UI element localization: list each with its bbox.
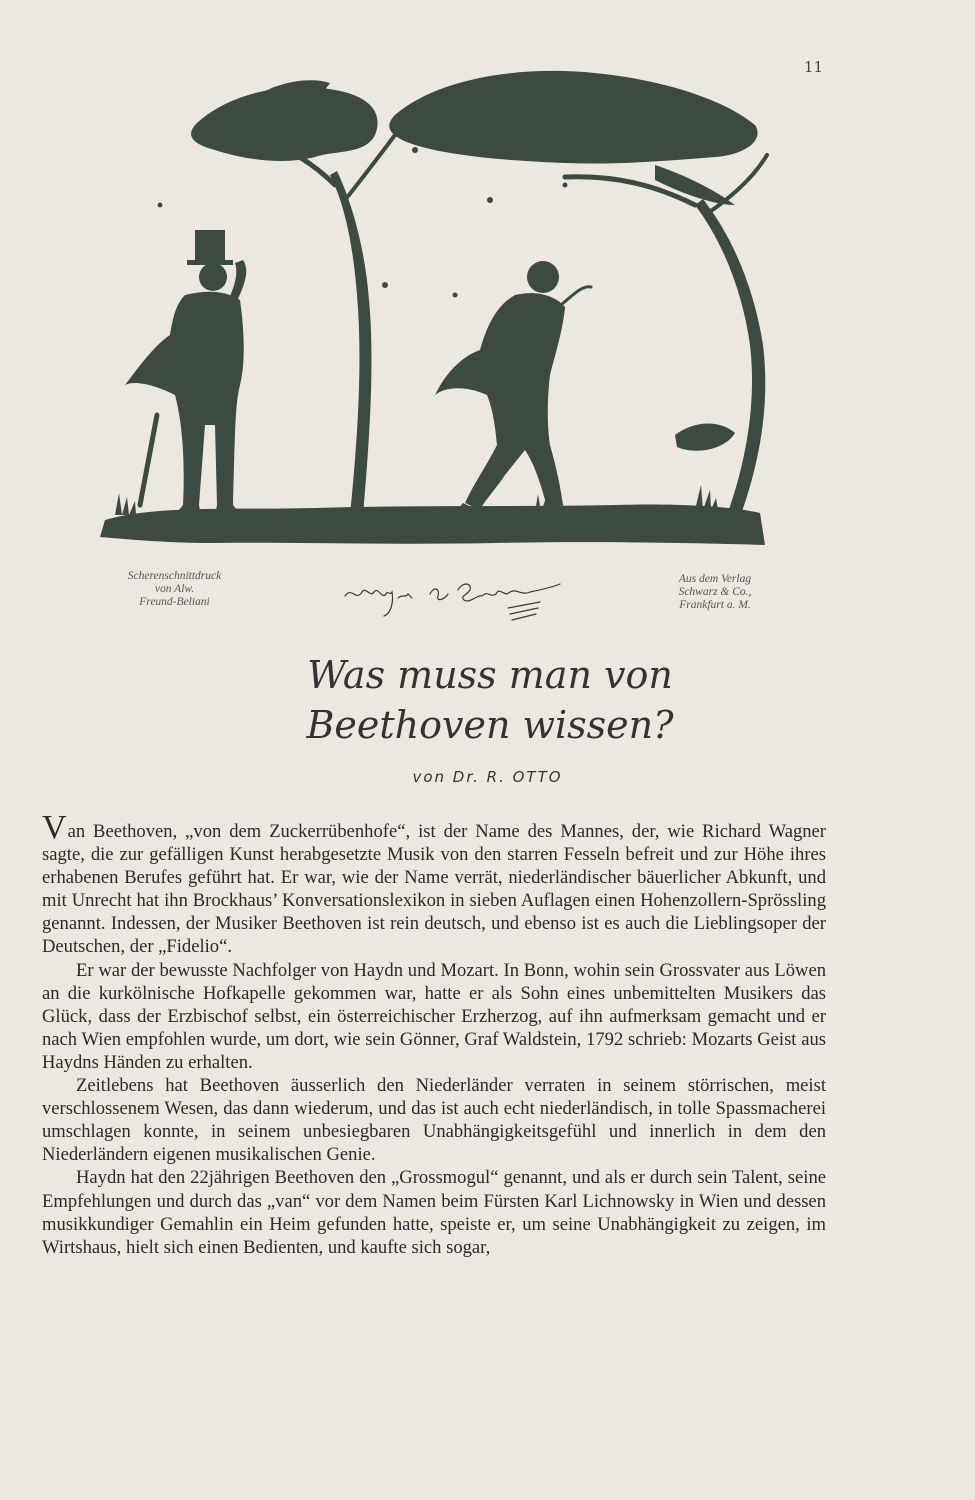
caption-left-line: von Alw. [154,583,195,595]
paragraph: Haydn hat den 22jährigen Beethoven den „Grossmogul“ genannt, und als er durch sein Talent, seine Empfehlungen und durch das „van“ vor dem Namen beim Fürsten Karl Lichnowsky in Wien und dessen musikkundiger Gemahlin ein Heim gefunden hatte, speiste er, um seine Unabhängigkeit zu zeigen, im Wirtshaus, hielt sich einen Bedienten, und kaufte sich sogar, [42,1167,826,1258]
caption-right [635,573,795,612]
title-line-2: Beethoven wissen? [306,703,674,747]
article-title [60,650,920,750]
page-number: 11 [803,58,823,76]
dropcap: V [42,809,67,846]
caption-left-line: Scherenschnittdruck [127,570,222,582]
beethoven-signature [340,574,580,634]
paragraph [42,809,826,959]
right-tree-trunk [695,199,765,517]
article-body [42,809,826,1259]
caption-right-line: Schwarz & Co., [678,586,752,598]
byline: von Dr. R. OTTO [412,768,563,786]
paragraph: Zeitlebens hat Beethoven äusserlich den Niederländer verraten in seinem störrischen, meist verschlossenem Wesen, das dann wiederum, und das ist auch echt niederländisch, in tolle Spassmacherei umschlagen konnte, in seinem unbesiegbaren Unabhängigkeitsgefühl und innerlich in dem den Niederländern eigenen musikalischen Genie. [42,1075,826,1166]
caption-left-line: Freund-Beliani [139,596,210,608]
caption-right-line: Aus dem Verlag [678,573,752,585]
caption-right-line: Frankfurt a. M. [679,599,751,611]
man-with-top-hat-figure [125,230,246,515]
paragraph-text: an Beethoven, „von dem Zuckerrübenhofe“, ist der Name des Mannes, der, wie Richard Wagner sagte, die zur gefälligen Kunst herabgesetzte Musik von den starren Fesseln befreit und zur Höhe ihres erhabenen Berufes geführt hat. Er war, wie der Name verrät, niederländischer bäuerlicher Abkunft, und mit Unrecht hat ihn Brockhaus’ Konversationslexikon in sieben Auflagen einen Hohenzollern-Sprössling genannt. Indessen, der Musiker Beethoven ist rein deutsch, und ebenso ist es auch die Lieblingsoper der Deutschen, der „Fidelio“. [42,821,826,958]
silhouette-illustration [95,65,785,575]
paragraph: Er war der bewusste Nachfolger von Haydn und Mozart. In Bonn, wohin sein Grossvater aus Löwen an die kurkölnische Hofkapelle gekommen war, hatte er als Sohn eines unbemittelten Musikers das Glück, dass der Erzbischof selbst, ein österreichischer Erzherzog, auf ihn aufmerksam gemacht und er nach Wien empfohlen wurde, um dort, wie sein Gönner, Graf Waldstein, 1792 schrieb: Mozarts Geist aus Haydns Händen zu erhalten. [42,959,826,1073]
right-tree-foliage [389,71,757,164]
caption-left [92,570,257,609]
left-tree-trunk [330,171,371,515]
title-line-1: Was muss man von [307,653,673,697]
young-beethoven-figure [435,261,591,517]
